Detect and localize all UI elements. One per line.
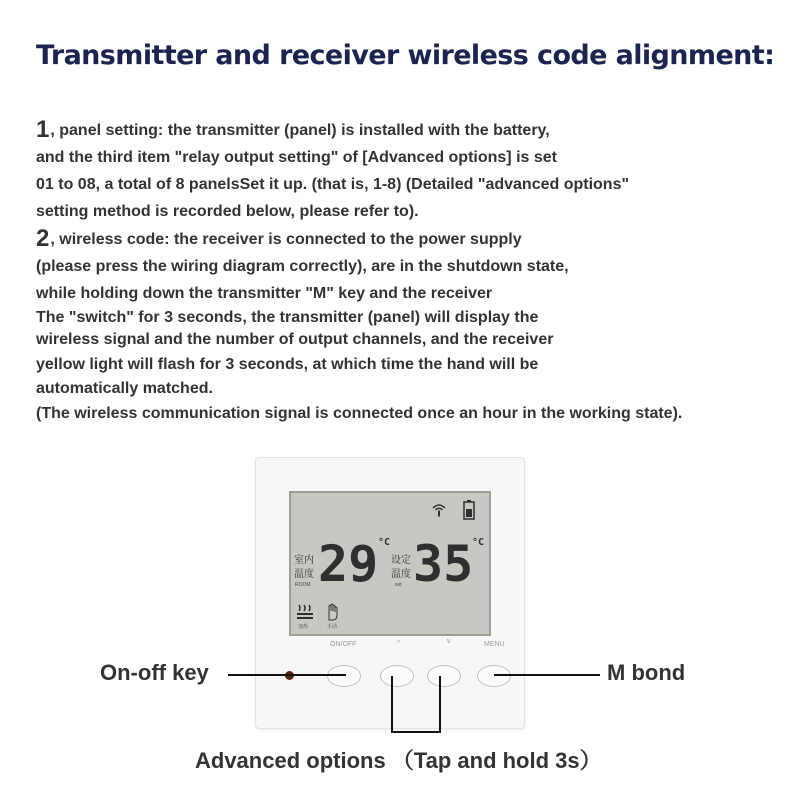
down-pointer-line	[439, 676, 441, 733]
set-temperature: 35	[413, 535, 474, 593]
room-label-2: 温度	[294, 569, 314, 580]
step-2-number: 2	[36, 225, 50, 252]
heating-icon	[296, 603, 314, 621]
set-temp-unit: °C	[472, 537, 485, 548]
step-2-line	[36, 225, 786, 253]
set-label-small: set	[395, 582, 402, 588]
page-title: Transmitter and receiver wireless code alignment:	[36, 40, 775, 71]
step-1-line: setting method is recorded below, please refer to).	[36, 203, 419, 220]
m-bond-label: M bond	[607, 660, 686, 685]
set-label-2: 温度	[391, 569, 411, 580]
advanced-bracket-line	[391, 731, 441, 733]
step-1-line	[36, 116, 786, 144]
step-2-line: yellow light will flash for 3 seconds, at which time the hand will be	[36, 356, 539, 373]
advanced-options-label: Advanced options （Tap and hold 3s）	[195, 748, 602, 773]
step-1-line: and the third item "relay output setting" of [Advanced options] is set	[36, 149, 557, 166]
step-2-line: The "switch" for 3 seconds, the transmitter (panel) will display the	[36, 309, 539, 326]
hand-icon	[325, 603, 339, 621]
m-bond-pointer-line	[494, 674, 600, 676]
step-2-line: (The wireless communication signal is connected once an hour in the working state).	[36, 405, 683, 422]
onoff-key-label: On-off key	[100, 660, 209, 685]
set-label-1: 设定	[391, 555, 411, 566]
onoff-pointer-line	[228, 674, 346, 676]
down-label: v	[447, 638, 451, 645]
step-2-line: (please press the wiring diagram correctly), are in the shutdown state,	[36, 258, 569, 275]
onoff-label: ON/OFF	[330, 641, 357, 648]
up-label: ^	[397, 640, 401, 647]
step-1-number: 1	[36, 116, 50, 143]
room-label-small: ROOM	[295, 582, 311, 588]
hand-label: 手动	[327, 624, 338, 630]
wireless-signal-icon	[431, 503, 447, 517]
step-2-line: wireless signal and the number of output channels, and the receiver	[36, 331, 554, 348]
step-1-line: 01 to 08, a total of 8 panelsSet it up. (that is, 1-8) (Detailed "advanced options"	[36, 176, 630, 193]
menu-label: MENU	[484, 641, 505, 648]
menu-button[interactable]	[477, 665, 511, 687]
thermostat-panel	[255, 457, 525, 729]
step-2-line: automatically matched.	[36, 380, 213, 397]
onoff-button[interactable]	[327, 665, 361, 687]
step-2-line: while holding down the transmitter "M" key and the receiver	[36, 285, 493, 302]
down-button[interactable]	[427, 665, 461, 687]
step-1-text: , panel setting: the transmitter (panel) is installed with the battery,	[50, 122, 550, 139]
room-label-1: 室内	[294, 555, 314, 566]
instructions	[36, 116, 786, 427]
room-temperature: 29	[318, 535, 379, 593]
up-button[interactable]	[380, 665, 414, 687]
battery-icon	[463, 500, 475, 520]
up-pointer-line	[391, 676, 393, 733]
heat-label: 加热	[298, 624, 309, 630]
room-temp-unit: °C	[378, 537, 391, 548]
lcd-display	[289, 491, 491, 636]
step-2-text: , wireless code: the receiver is connected to the power supply	[50, 231, 522, 248]
